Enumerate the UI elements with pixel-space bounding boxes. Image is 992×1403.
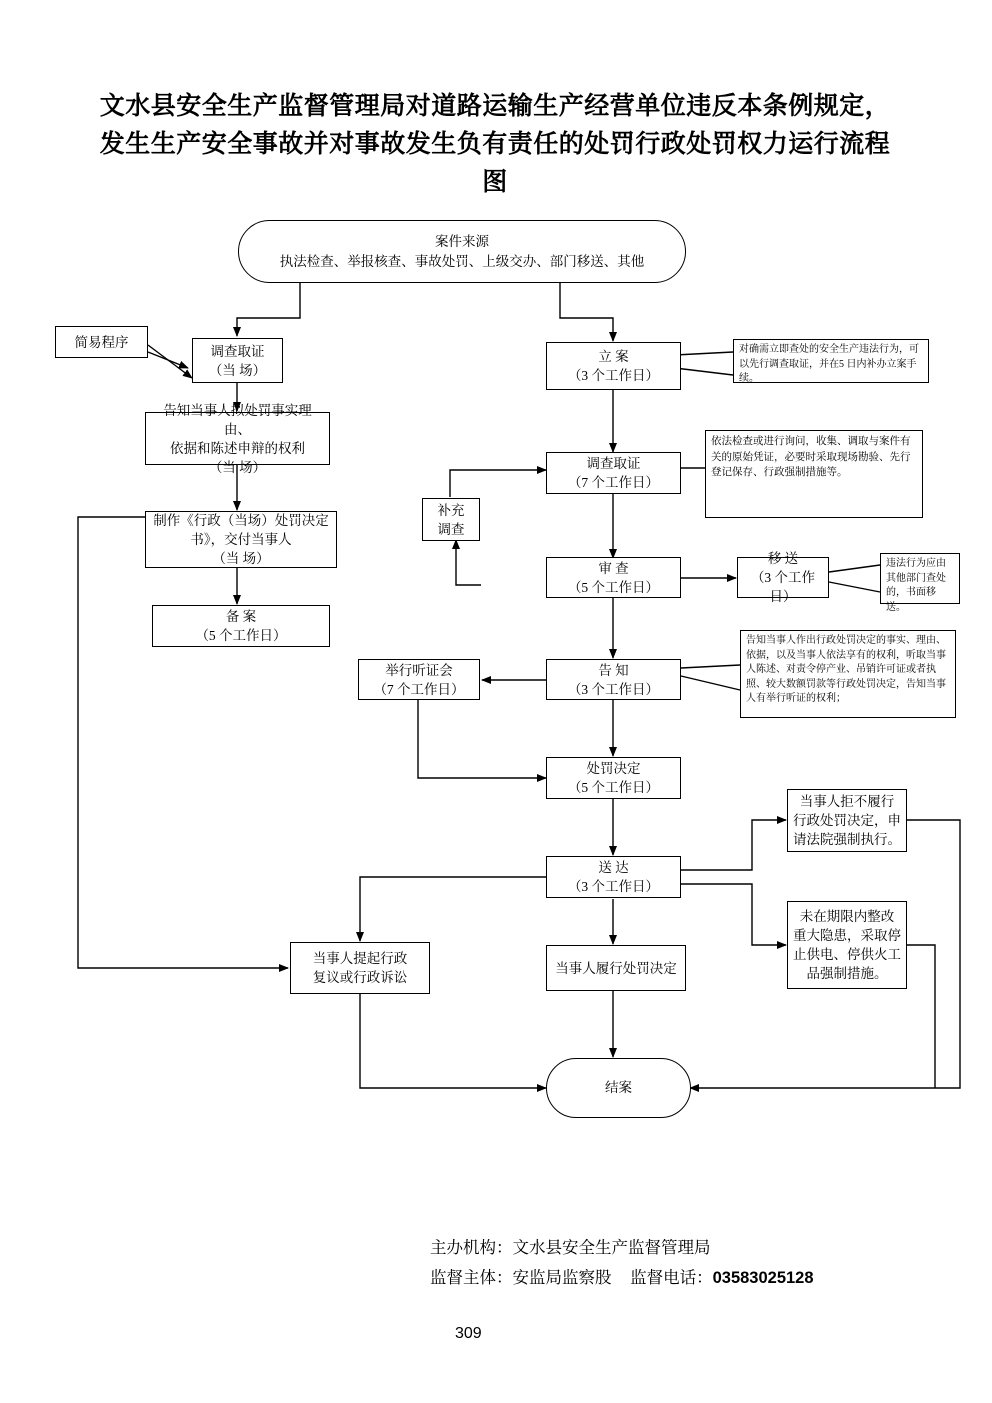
node-transfer-line1: 移 送 — [767, 551, 799, 566]
node-hearing — [358, 659, 480, 700]
node-transfer-line2: （3 个工作日） — [750, 570, 816, 604]
node-refuse-to-comply-line2: 行政处罚决定，申 — [793, 813, 901, 828]
node-not-rectified-line4: 品强制措施。 — [806, 966, 888, 981]
node-notify-line2: （3 个工作日） — [567, 681, 660, 697]
footer-supervisor-label: 监督主体： — [430, 1269, 513, 1287]
node-case-source-line2: 执法检查、举报核查、事故处罚、上级交办、部门移送、其他 — [279, 253, 645, 269]
node-comply-line1: 当事人履行处罚决定 — [555, 960, 677, 976]
page-title: 文水县安全生产监督管理局对道路运输生产经营单位违反本条例规定，发生生产安全事故并对事故发生负有责任的处罚行政处罚权力运行流程图 — [99, 93, 891, 196]
node-notify-line1: 告 知 — [598, 662, 629, 678]
node-case-source-line1: 案件来源 — [435, 233, 489, 249]
node-onsite-investigation — [192, 338, 283, 383]
node-simple-procedure-line1: 简易程序 — [74, 334, 129, 350]
node-investigation-line1: 调查取证 — [586, 456, 641, 471]
note-investigation: 依法检查或进行询问，收集、调取与案件有关的原始凭证，必要时采取现场勘验、先行登记保存、行政强制措施等。 — [705, 430, 923, 518]
node-delivery-line2: （3 个工作日） — [567, 879, 660, 894]
node-inform-rights — [145, 402, 330, 475]
node-investigation-line2: （7 个工作日） — [567, 475, 660, 490]
node-hearing-line2: （7 个工作日） — [373, 681, 465, 697]
node-not-rectified-line3: 止供电、停供火工 — [793, 947, 901, 962]
node-refuse-to-comply — [787, 789, 907, 852]
footer-phone-label: 监督电话： — [630, 1269, 713, 1287]
node-record-line2: （5 个工作日） — [195, 628, 287, 643]
node-investigation — [546, 452, 681, 494]
node-not-rectified-line2: 重大隐患，采取停 — [793, 928, 901, 943]
node-case-source — [238, 220, 686, 283]
node-reconsideration-line2: 复议或行政诉讼 — [312, 970, 408, 985]
node-inform-rights-line1: 告知当事人拟处罚事实理由、 — [163, 402, 312, 437]
footer-organizer-label: 主办机构： — [430, 1239, 513, 1257]
node-onsite-investigation-line1: 调查取证 — [210, 343, 265, 359]
node-review-line2: （5 个工作日） — [567, 579, 660, 595]
node-refuse-to-comply-line3: 请法院强制执行。 — [793, 832, 901, 847]
note-notify: 告知当事人作出行政处罚决定的事实、理由、依据，以及当事人依法享有的权利，听取当事人陈述、对责令停产业、吊销许可证或者执照、较大数额罚款等行政处罚决定，告知当事人有举行听证的权利； — [740, 630, 956, 718]
footer-organizer-value: 文水县安全生产监督管理局 — [512, 1239, 711, 1257]
node-supplementary-investigation-line1: 补充 — [437, 502, 465, 518]
note-transfer: 违法行为应由其他部门查处的，书面移送。 — [880, 553, 960, 604]
node-review-line1: 审 查 — [598, 560, 629, 576]
node-not-rectified-line1: 未在期限内整改 — [799, 909, 895, 924]
node-comply — [546, 945, 686, 991]
note-register-case: 对确需立即查处的安全生产违法行为，可以先行调查取证，并在5 日内补办立案手续。 — [733, 339, 929, 383]
node-record-line1: 备 案 — [225, 609, 257, 624]
node-reconsideration-line1: 当事人提起行政 — [312, 951, 408, 966]
footer-phone-value: 03583025128 — [712, 1269, 814, 1287]
node-penalty-decision-line1: 处罚决定 — [586, 761, 641, 776]
node-onsite-decision-line3: （当 场） — [212, 551, 270, 566]
node-notify — [546, 659, 681, 700]
page-number: 309 — [455, 1325, 482, 1342]
node-onsite-decision-line2: 书》，交付当事人 — [190, 532, 292, 547]
footer — [430, 1233, 814, 1293]
node-supplementary-investigation — [422, 498, 480, 541]
node-delivery — [546, 856, 681, 898]
node-onsite-decision — [145, 511, 337, 568]
node-delivery-line1: 送 达 — [598, 860, 629, 875]
node-supplementary-investigation-line2: 调查 — [437, 521, 465, 537]
node-review — [546, 557, 681, 598]
footer-supervisor-value: 安监局监察股 — [512, 1269, 612, 1287]
node-not-rectified — [787, 901, 907, 989]
footer-line-organizer — [430, 1233, 814, 1263]
node-register-case — [546, 342, 681, 390]
node-reconsideration — [290, 942, 430, 994]
node-penalty-decision — [546, 757, 681, 799]
node-simple-procedure — [55, 326, 148, 358]
node-refuse-to-comply-line1: 当事人拒不履行 — [799, 794, 895, 809]
node-penalty-decision-line2: （5 个工作日） — [567, 780, 660, 795]
node-onsite-investigation-line2: （当 场） — [208, 362, 267, 378]
node-inform-rights-line2: 依据和陈述申辩的权利 — [170, 440, 305, 456]
node-hearing-line1: 举行听证会 — [385, 662, 453, 678]
footer-line-supervisor — [430, 1263, 814, 1293]
node-transfer — [737, 551, 829, 604]
node-case-closed — [546, 1058, 691, 1118]
node-register-case-line1: 立 案 — [598, 349, 629, 364]
node-case-closed-line1: 结案 — [605, 1080, 632, 1095]
node-onsite-decision-line1: 制作《行政（当场）处罚决定 — [153, 513, 329, 528]
node-register-case-line2: （3 个工作日） — [567, 368, 660, 383]
node-record — [152, 605, 330, 647]
node-inform-rights-line3: （当 场） — [208, 459, 267, 475]
